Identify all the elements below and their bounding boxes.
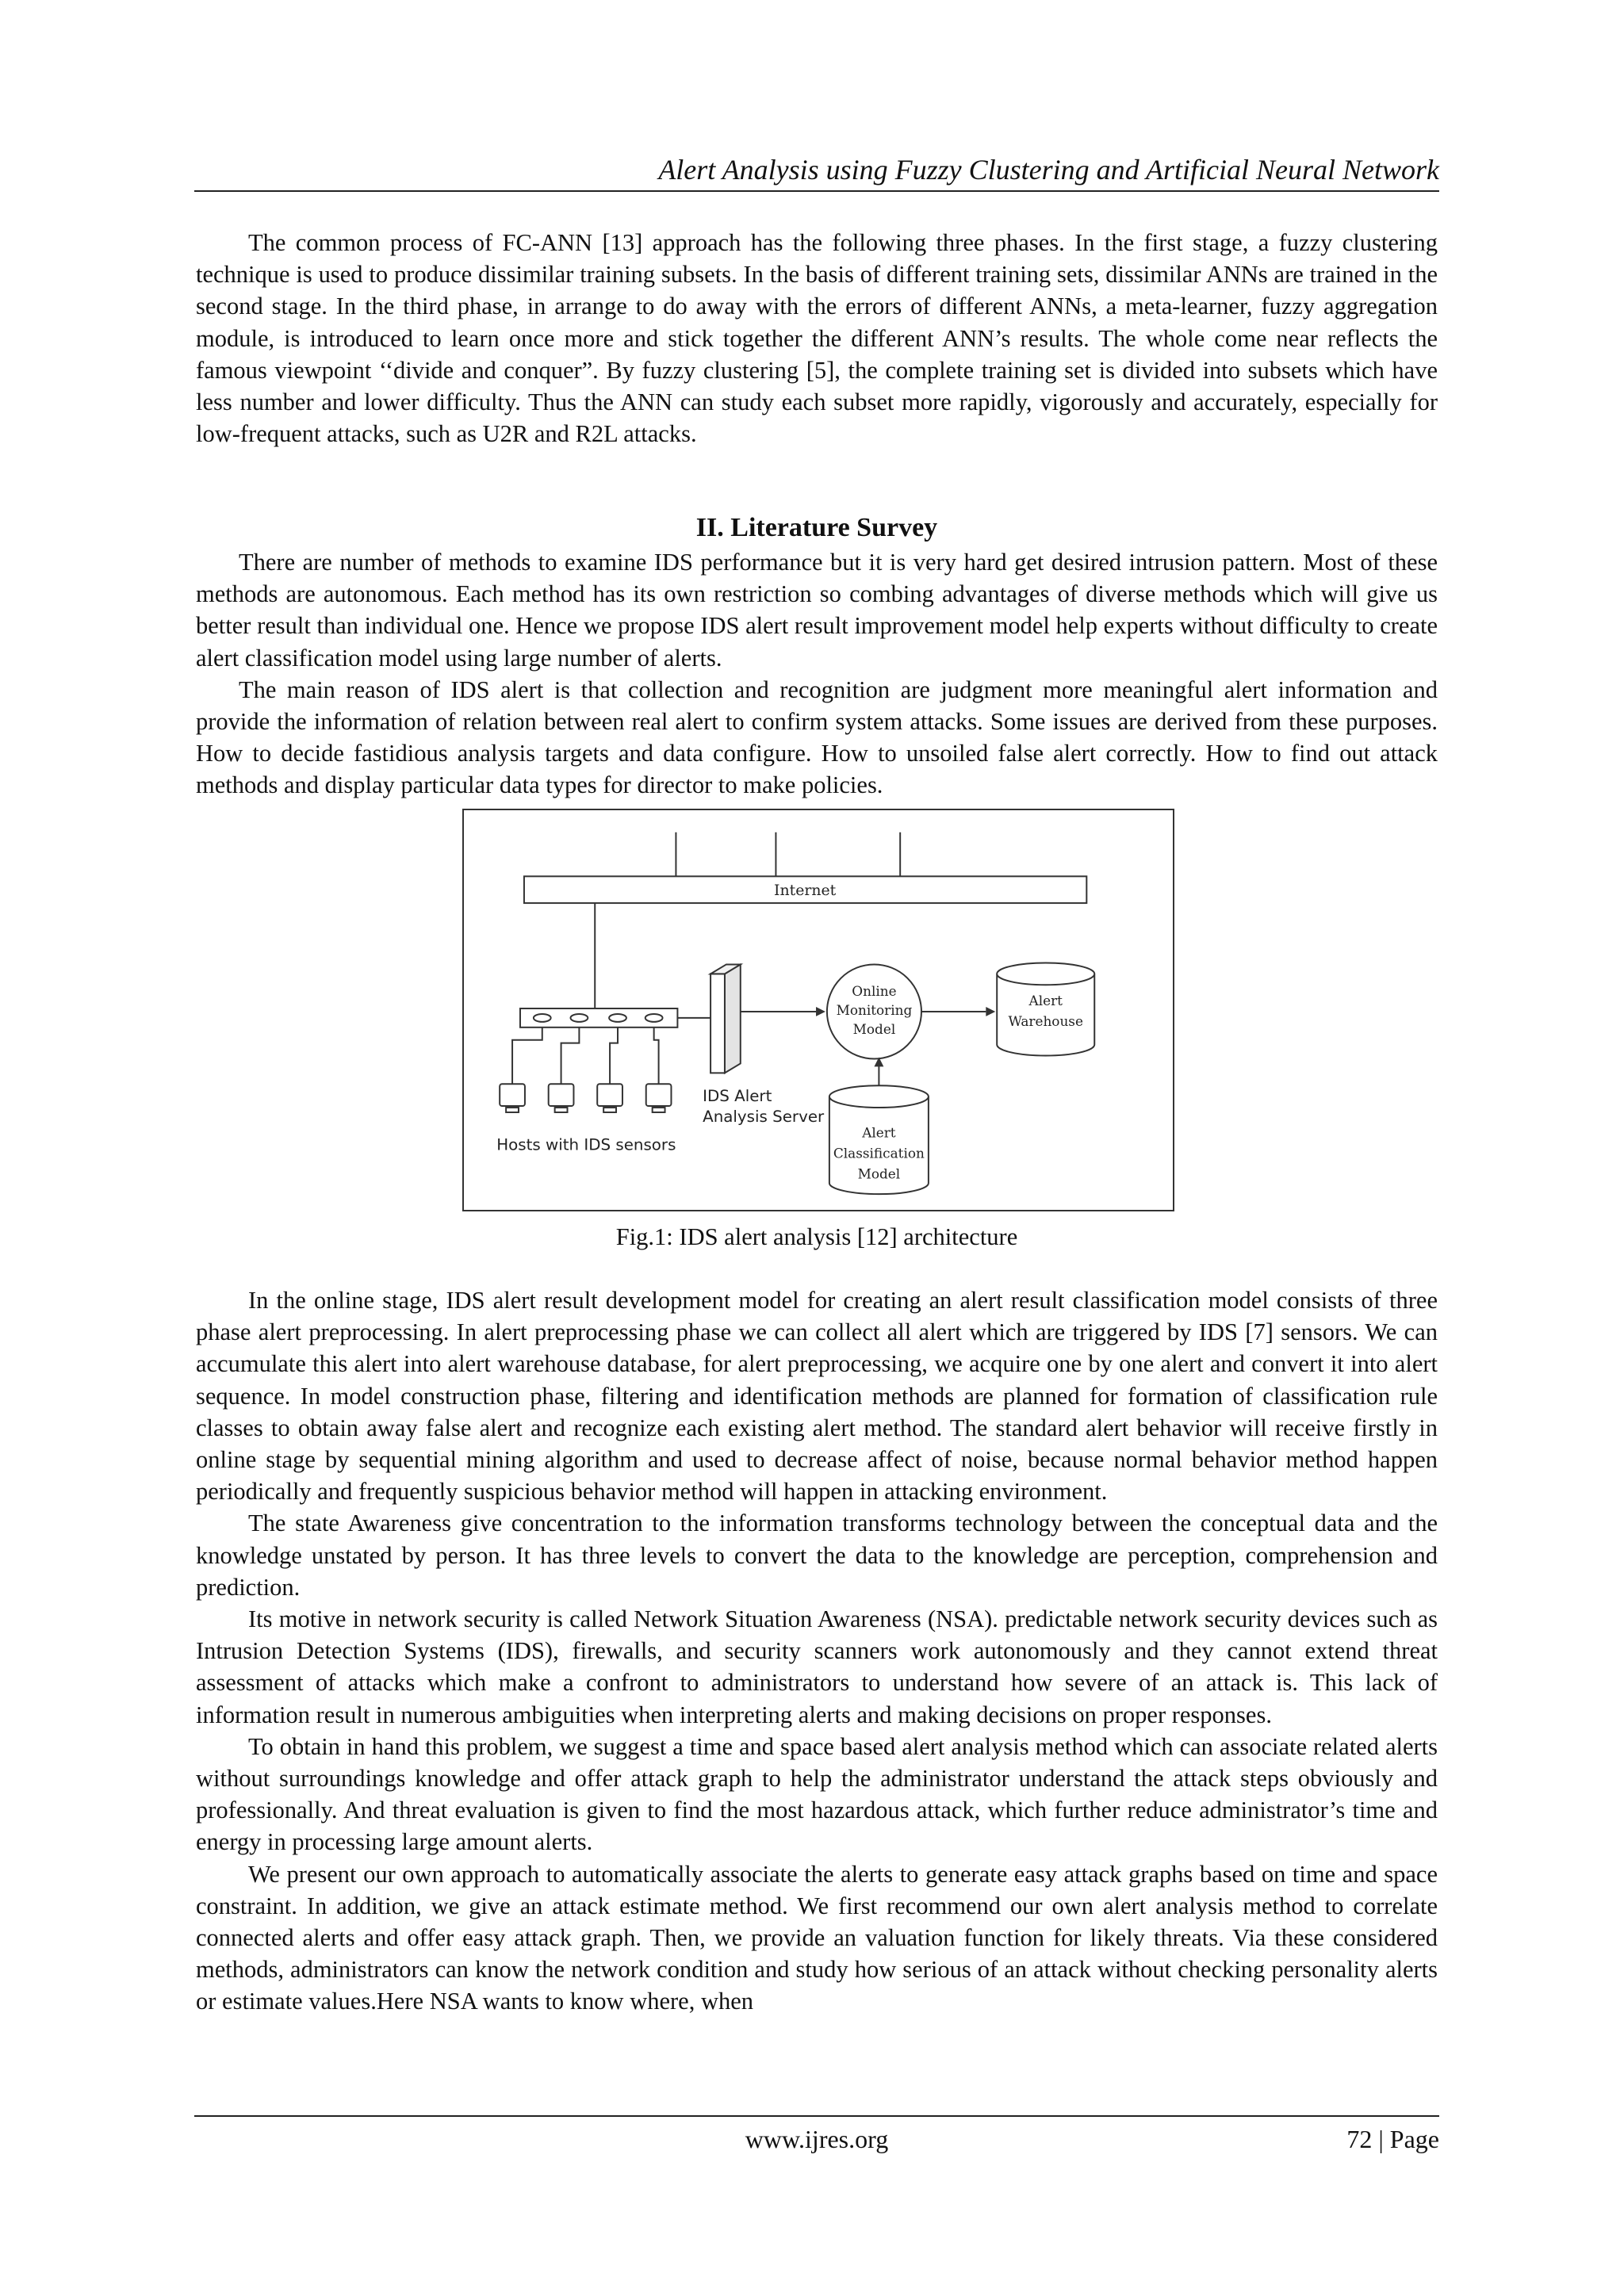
intro-section bbox=[196, 227, 1438, 450]
classification-label-line1: Alert bbox=[862, 1124, 896, 1141]
hosts-label: Hosts with IDS sensors bbox=[496, 1135, 676, 1154]
literature-paragraph-1: There are number of methods to examine IDS performance but it is very hard get desired intrusion pattern. Most of these methods are autonomous. Each method has its own restriction so combing advantages of diverse methods which will give us better result than individual one. Hence we propose IDS alert result improvement model help experts without difficulty to create alert classification model using large number of alerts. bbox=[196, 549, 1438, 672]
switch-port-2 bbox=[570, 1014, 588, 1022]
server-label-line2: Analysis Server bbox=[703, 1107, 825, 1126]
body-paragraph-4: To obtain in hand this problem, we suggest a time and space based alert analysis method which can associate related alerts without surroundings knowledge and offer attack graph to help the administrator understand the attack steps obviously and professionally. And threat evaluation is given to find the most hazardous attack, which further reduce administrator’s time and energy in processing large amount alerts. bbox=[196, 1732, 1438, 1856]
main-body-text bbox=[196, 1284, 1438, 2018]
host-computer-icon bbox=[549, 1084, 574, 1112]
architecture-diagram bbox=[464, 810, 1173, 1210]
body-paragraph-1: In the online stage, IDS alert result development model for creating an alert result classification model consists of three phase alert preprocessing. In alert preprocessing phase we can collect all alert which are triggered by IDS [7] sensors. We can accumulate this alert into alert warehouse database, for alert preprocessing, we acquire one by one alert and convert it into alert sequence. In model construction phase, filtering and identification methods are planned for formation of classification rule classes to obtain away false alert and recognize each existing alert method. The standard alert behavior will receive firstly in online stage by sequential mining algorithm and used to decrease affect of noise, because normal behavior method happen periodically and frequently suspicious behavior method will happen in attacking environment. bbox=[196, 1287, 1438, 1506]
host-computer-icon bbox=[597, 1084, 622, 1112]
alert-warehouse-database bbox=[997, 962, 1094, 1055]
footer-url: www.ijres.org bbox=[745, 2125, 889, 2153]
host-computer-icon bbox=[500, 1084, 525, 1112]
body-paragraph-5: We present our own approach to automatically associate the alerts to generate easy attack graphs based on time and space constraint. In addition, we give an attack estimate method. We first recommend our own alert analysis method to correlate connected alerts and offer easy attack graph. Then, we provide an valuation function for likely threats. Via these considered methods, administrators can know the network condition and study how serious of an attack without checking personality alerts or estimate values.Here NSA wants to know where, when bbox=[196, 1860, 1438, 2015]
host-link-3 bbox=[610, 1027, 618, 1084]
warehouse-label-line2: Warehouse bbox=[1008, 1012, 1083, 1029]
host-link-4 bbox=[654, 1027, 659, 1084]
warehouse-label-line1: Alert bbox=[1028, 993, 1063, 1009]
section-heading-literature-survey: II. Literature Survey bbox=[695, 513, 938, 542]
body-paragraph-2: The state Awareness give concentration to the information transforms technology between the conceptual data and the knowledge unstated by person. It has three levels to convert the data to the knowledge are perception, comprehension and prediction. bbox=[196, 1510, 1438, 1601]
switch-port-4 bbox=[645, 1014, 663, 1022]
intro-paragraph: The common process of FC-ANN [13] approach has the following three phases. In the first stage, a fuzzy clustering technique is used to produce dissimilar training subsets. In the basis of different training sets, dissimilar ANNs are trained in the second stage. In the third phase, in arrange to do away with the errors of different ANNs, a meta-learner, fuzzy aggregation module, is introduced to learn once more and stick together the different ANN’s results. The whole come near reflects the famous viewpoint ‘‘divide and conquer”. By fuzzy clustering [5], the complete training set is divided into subsets which have less number and lower difficulty. Thus the ANN can study each subset more rapidly, vigorously and accurately, especially for low-frequent attacks, such as U2R and R2L attacks. bbox=[196, 229, 1438, 448]
server-icon bbox=[710, 964, 741, 1073]
switch-port-3 bbox=[609, 1014, 626, 1022]
host-link-1 bbox=[512, 1027, 542, 1084]
footer-page-number: 72 | Page bbox=[1346, 2125, 1439, 2153]
classification-label-line3: Model bbox=[857, 1165, 901, 1182]
internet-label: Internet bbox=[774, 882, 837, 900]
monitor-label-line1: Online bbox=[852, 983, 897, 1000]
architecture-figure bbox=[462, 809, 1174, 1211]
arrowhead-icon bbox=[986, 1007, 995, 1016]
arrowhead-icon bbox=[816, 1007, 825, 1016]
monitor-label-line3: Model bbox=[852, 1020, 896, 1037]
figure-caption: Fig.1: IDS alert analysis [12] architecture bbox=[615, 1223, 1018, 1250]
classification-label-line2: Classification bbox=[833, 1145, 925, 1161]
host-link-2 bbox=[561, 1027, 580, 1084]
running-title: Alert Analysis using Fuzzy Clustering and Artificial Neural Network bbox=[658, 154, 1439, 186]
body-paragraph-3: Its motive in network security is called Network Situation Awareness (NSA). predictable network security devices such as Intrusion Detection Systems (IDS), firewalls, and security scanners work autonomously and they cannot extend threat assessment of attacks which make a confront to administrators to understand how severe of an attack is. This lack of information result in numerous ambiguities when interpreting alerts and making decisions on proper responses. bbox=[196, 1605, 1438, 1728]
host-computer-icon bbox=[646, 1084, 672, 1112]
literature-survey-text bbox=[196, 546, 1438, 802]
monitor-label-line2: Monitoring bbox=[836, 1001, 913, 1018]
running-header bbox=[194, 149, 1439, 192]
page-footer bbox=[194, 2115, 1439, 2164]
switch-port-1 bbox=[534, 1014, 551, 1022]
server-label-line1: IDS Alert bbox=[703, 1087, 772, 1106]
literature-paragraph-2: The main reason of IDS alert is that collection and recognition are judgment more meaningful alert information and provide the information of relation between real alert to confirm system attacks. Some issues are derived from these purposes. How to decide fastidious analysis targets and data configure. How to unsoiled false alert correctly. How to find out attack methods and display particular data types for director to make policies. bbox=[196, 675, 1438, 799]
